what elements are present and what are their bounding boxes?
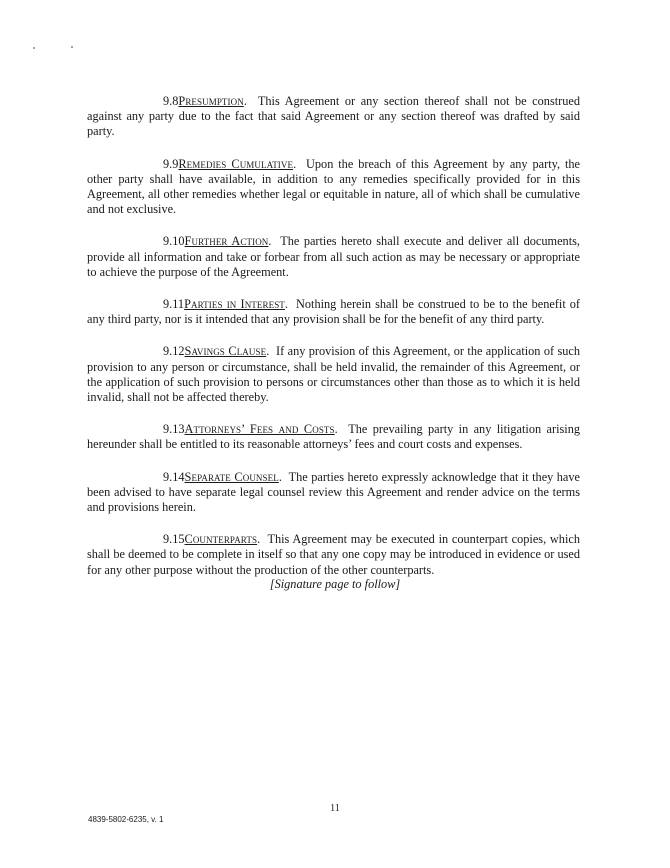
clause-number: 9.8	[163, 94, 179, 108]
clause: 9.11Parties in Interest. Nothing herein shall be construed to be to the benefit of any third party, nor is it intended that any provision shall be for the benefit of any third party.	[87, 297, 580, 327]
clause-number: 9.11	[163, 297, 185, 312]
clause-title: Counterparts	[184, 532, 258, 547]
signature-page-note: [Signature page to follow]	[269, 577, 401, 591]
document-id: 4839-5802-6235, v. 1	[88, 815, 164, 824]
clause-number: 9.10	[163, 234, 185, 249]
clause-number: 9.9	[163, 156, 179, 171]
clause-title: Attorneys’ Fees and Costs	[184, 422, 335, 437]
clause-title: Savings Clause	[184, 344, 267, 359]
clause-body: This Agreement or any section thereof shall not be construed against any party due to the fact that said Agreement or any section thereof was drafted by said party.	[87, 94, 580, 139]
clause-number: 9.13	[163, 422, 185, 437]
clause-title: Remedies Cumulative	[178, 156, 294, 171]
scan-speck	[71, 46, 73, 48]
clause-title: Separate Counsel	[184, 469, 279, 484]
clause-number: 9.15	[163, 532, 185, 547]
scan-speck	[33, 47, 35, 49]
clause-body: The parties hereto shall execute and deliver all documents, provide all information and take or forbear from all such action as may be necessary or appropriate to achieve the purpose of the Agreement.	[87, 234, 580, 279]
clause-body: Upon the breach of this Agreement by any party, the other party shall have available, in addition to any remedies specifically provided for in this Agreement, all other remedies whether legal or equitable in nature, all of which shall be cumulative and not exclusive.	[87, 156, 580, 217]
clause: 9.13Attorneys’ Fees and Costs. The prevailing party in any litigation arising hereunder shall be entitled to its reasonable attorneys’ fees and court costs and expenses.	[87, 422, 580, 452]
clause-title: Presumption	[178, 94, 244, 108]
clause-title: Further Action	[184, 234, 269, 249]
clause-body: If any provision of this Agreement, or the application of such provision to any person or circumstance, shall be held invalid, the remainder of this Agreement, or the application of such provision to persons or circumstances other than those as to which it is held invalid, shall not be affected thereby.	[87, 344, 580, 405]
clause: 9.14Separate Counsel. The parties hereto expressly acknowledge that it they have been advised to have separate legal counsel review this Agreement and render advice on the terms and provisions herein.	[87, 469, 580, 515]
clause: 9.9Remedies Cumulative. Upon the breach of this Agreement by any party, the other party shall have available, in addition to any remedies specifically provided for in this Agreement, all other remedies whether legal or equitable in nature, all of which shall be cumulative and not exclusive.	[87, 156, 580, 217]
clause-body: The prevailing party in any litigation arising hereunder shall be entitled to its reasonable attorneys’ fees and court costs and expenses.	[87, 422, 580, 452]
clause-number: 9.12	[163, 344, 185, 359]
clause: 9.12Savings Clause. If any provision of this Agreement, or the application of such provision to any person or circumstance, shall be held invalid, the remainder of this Agreement, or the application of such provision to persons or circumstances other than those as to which it is held invalid, shall not be affected thereby.	[87, 344, 580, 405]
clause-body: Nothing herein shall be construed to be to the benefit of any third party, nor is it intended that any provision shall be for the benefit of any third party.	[87, 297, 580, 327]
page-number: 11	[330, 803, 340, 814]
clause-body: This Agreement may be executed in counterpart copies, which shall be deemed to be complete in itself so that any one copy may be introduced in evidence or used for any other purpose without the production of the other counterparts.	[87, 532, 580, 577]
clause: 9.10Further Action. The parties hereto shall execute and deliver all documents, provide all information and take or forbear from all such action as may be necessary or appropriate to achieve the purpose of the Agreement.	[87, 234, 580, 279]
clause: 9.15Counterparts. This Agreement may be executed in counterpart copies, which shall be deemed to be complete in itself so that any one copy may be introduced in evidence or used for any other purpose without the production of the other counterparts.	[87, 532, 580, 577]
clause-body: The parties hereto expressly acknowledge that it they have been advised to have separate legal counsel review this Agreement and render advice on the terms and provisions herein.	[87, 469, 580, 515]
clause-number: 9.14	[163, 469, 185, 484]
clause-list	[87, 94, 580, 595]
clause-title: Parties in Interest	[184, 297, 285, 312]
clause: 9.8Presumption. This Agreement or any section thereof shall not be construed against any party due to the fact that said Agreement or any section thereof was drafted by said party.	[87, 94, 580, 139]
